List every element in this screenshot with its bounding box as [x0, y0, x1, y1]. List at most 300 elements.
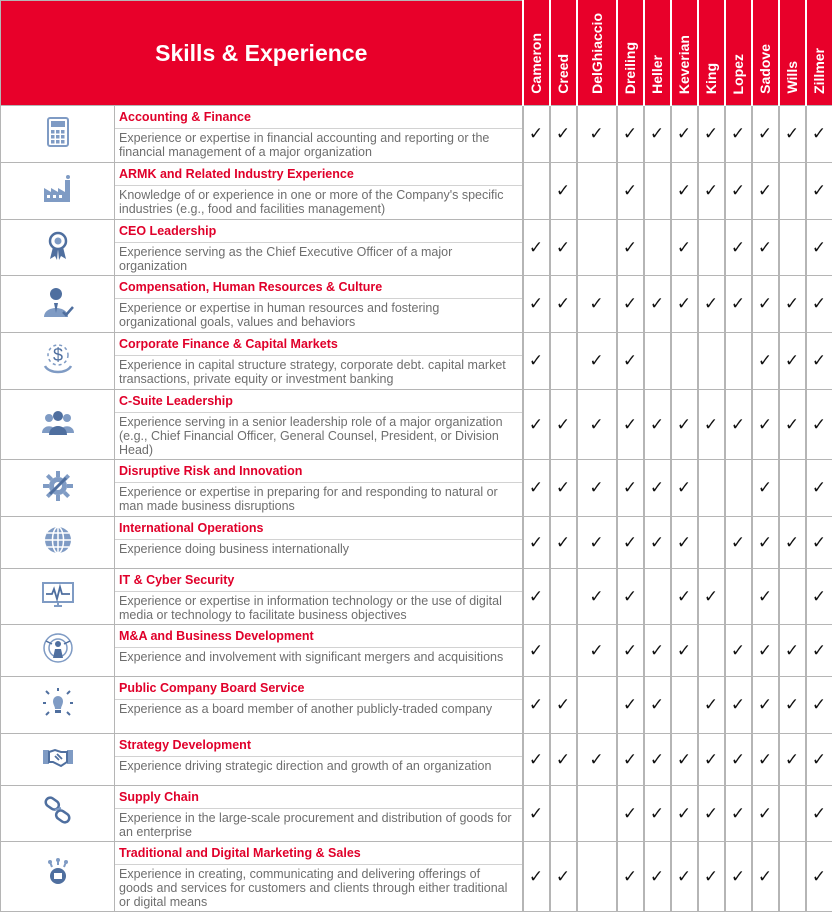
checkmark-icon: ✓ [731, 533, 745, 552]
check-cell-creed [550, 390, 577, 460]
checkmark-icon: ✓ [731, 867, 745, 886]
check-cell-delghiaccio [577, 734, 617, 786]
check-cell-lopez [725, 786, 752, 842]
check-cell-lopez [725, 276, 752, 333]
check-cell-dreiling [617, 390, 644, 460]
checkmark-icon: ✓ [812, 804, 826, 823]
check-cell-zillmer [806, 390, 832, 460]
checkmark-icon: ✓ [677, 750, 691, 769]
check-cell-cameron [523, 276, 550, 333]
check-cell-delghiaccio [577, 220, 617, 276]
director-name: Zillmer [811, 48, 827, 100]
checkmark-icon: ✓ [812, 351, 826, 370]
checkmark-icon: ✓ [785, 351, 799, 370]
check-cell-sadove [752, 276, 779, 333]
check-cell-wills [779, 677, 806, 734]
checkmark-icon: ✓ [556, 478, 570, 497]
director-header-king [698, 1, 725, 106]
checkmark-icon: ✓ [556, 533, 570, 552]
director-header-sadove [752, 1, 779, 106]
check-cell-keverian [671, 220, 698, 276]
check-cell-king [698, 333, 725, 390]
check-cell-heller [644, 390, 671, 460]
checkmark-icon: ✓ [677, 641, 691, 660]
check-cell-creed [550, 677, 577, 734]
check-cell-keverian [671, 106, 698, 163]
skill-description: Experience or expertise in preparing for and responding to natural or man made business disruptions [115, 483, 522, 515]
check-cell-zillmer [806, 460, 832, 517]
monitor-pulse-icon [41, 577, 75, 611]
checkmark-icon: ✓ [812, 641, 826, 660]
checkmark-icon: ✓ [529, 478, 543, 497]
checkmark-icon: ✓ [589, 415, 603, 434]
check-cell-wills [779, 569, 806, 625]
check-cell-heller [644, 625, 671, 677]
check-cell-cameron [523, 517, 550, 569]
check-cell-keverian [671, 569, 698, 625]
director-header-heller [644, 1, 671, 106]
checkmark-icon: ✓ [704, 750, 718, 769]
checkmark-icon: ✓ [650, 750, 664, 769]
check-cell-king [698, 842, 725, 912]
check-cell-delghiaccio [577, 460, 617, 517]
checkmark-icon: ✓ [556, 294, 570, 313]
check-cell-delghiaccio [577, 517, 617, 569]
skill-row [1, 677, 832, 734]
checkmark-icon: ✓ [785, 695, 799, 714]
skill-cell [115, 333, 523, 390]
check-cell-cameron [523, 625, 550, 677]
checkmark-icon: ✓ [623, 750, 637, 769]
skill-title: Compensation, Human Resources & Culture [115, 276, 522, 299]
checkmark-icon: ✓ [677, 867, 691, 886]
check-cell-zillmer [806, 517, 832, 569]
skill-row [1, 786, 832, 842]
check-cell-dreiling [617, 677, 644, 734]
skill-icon-cell [1, 625, 115, 677]
check-cell-heller [644, 677, 671, 734]
check-cell-dreiling [617, 333, 644, 390]
skill-icon-cell [1, 734, 115, 786]
check-cell-dreiling [617, 734, 644, 786]
checkmark-icon: ✓ [704, 415, 718, 434]
check-cell-cameron [523, 842, 550, 912]
people-group-icon [41, 405, 75, 439]
checkmark-icon: ✓ [677, 294, 691, 313]
marketing-chip-icon [41, 857, 75, 891]
check-cell-keverian [671, 276, 698, 333]
skill-cell [115, 786, 523, 842]
check-cell-dreiling [617, 625, 644, 677]
skill-icon-cell [1, 390, 115, 460]
page-title: Skills & Experience [1, 1, 523, 106]
checkmark-icon: ✓ [731, 750, 745, 769]
check-cell-king [698, 734, 725, 786]
check-cell-cameron [523, 786, 550, 842]
check-cell-zillmer [806, 734, 832, 786]
checkmark-icon: ✓ [758, 238, 772, 257]
check-cell-creed [550, 333, 577, 390]
calculator-icon [41, 115, 75, 149]
checkmark-icon: ✓ [812, 478, 826, 497]
chain-link-icon [41, 794, 75, 828]
check-cell-zillmer [806, 677, 832, 734]
lightbulb-network-icon [41, 686, 75, 720]
check-cell-lopez [725, 677, 752, 734]
check-cell-king [698, 786, 725, 842]
skill-row [1, 220, 832, 276]
checkmark-icon: ✓ [758, 804, 772, 823]
skill-description: Experience serving as the Chief Executive Officer of a major organization [115, 243, 522, 275]
checkmark-icon: ✓ [623, 351, 637, 370]
checkmark-icon: ✓ [623, 867, 637, 886]
director-header-cameron [523, 1, 550, 106]
check-cell-wills [779, 625, 806, 677]
skill-cell [115, 625, 523, 677]
skill-icon-cell [1, 517, 115, 569]
skill-description: Experience in creating, communicating and delivering offerings of goods and services for customers and clients through either traditional or digital means [115, 865, 522, 911]
checkmark-icon: ✓ [589, 294, 603, 313]
check-cell-lopez [725, 842, 752, 912]
check-cell-heller [644, 517, 671, 569]
checkmark-icon: ✓ [556, 415, 570, 434]
director-name: Sadove [757, 44, 773, 100]
check-cell-delghiaccio [577, 333, 617, 390]
check-cell-zillmer [806, 842, 832, 912]
checkmark-icon: ✓ [758, 124, 772, 143]
check-cell-king [698, 276, 725, 333]
skill-title: CEO Leadership [115, 220, 522, 243]
skill-icon-cell [1, 569, 115, 625]
checkmark-icon: ✓ [758, 294, 772, 313]
check-cell-king [698, 569, 725, 625]
check-cell-wills [779, 106, 806, 163]
checkmark-icon: ✓ [758, 351, 772, 370]
check-cell-dreiling [617, 106, 644, 163]
check-cell-heller [644, 220, 671, 276]
check-cell-keverian [671, 390, 698, 460]
target-figure-icon [41, 631, 75, 665]
director-header-keverian [671, 1, 698, 106]
check-cell-cameron [523, 333, 550, 390]
check-cell-creed [550, 276, 577, 333]
checkmark-icon: ✓ [731, 804, 745, 823]
checkmark-icon: ✓ [785, 294, 799, 313]
checkmark-icon: ✓ [812, 533, 826, 552]
checkmark-icon: ✓ [677, 804, 691, 823]
checkmark-icon: ✓ [704, 124, 718, 143]
checkmark-icon: ✓ [529, 415, 543, 434]
checkmark-icon: ✓ [556, 867, 570, 886]
checkmark-icon: ✓ [677, 181, 691, 200]
person-check-icon [41, 285, 75, 319]
checkmark-icon: ✓ [731, 238, 745, 257]
skill-description: Experience doing business internationally [115, 540, 522, 558]
checkmark-icon: ✓ [677, 124, 691, 143]
factory-icon [41, 172, 75, 206]
director-name: Wills [784, 61, 800, 100]
skill-title: Strategy Development [115, 734, 522, 757]
check-cell-lopez [725, 106, 752, 163]
check-cell-wills [779, 460, 806, 517]
checkmark-icon: ✓ [589, 587, 603, 606]
checkmark-icon: ✓ [812, 238, 826, 257]
checkmark-icon: ✓ [529, 351, 543, 370]
check-cell-delghiaccio [577, 569, 617, 625]
checkmark-icon: ✓ [650, 124, 664, 143]
skill-icon-cell [1, 842, 115, 912]
header-row [1, 1, 832, 106]
check-cell-keverian [671, 517, 698, 569]
check-cell-zillmer [806, 625, 832, 677]
check-cell-sadove [752, 517, 779, 569]
skill-description: Experience or expertise in human resources and fostering organizational goals, values and behaviors [115, 299, 522, 331]
check-cell-keverian [671, 333, 698, 390]
checkmark-icon: ✓ [650, 804, 664, 823]
checkmark-icon: ✓ [704, 867, 718, 886]
check-cell-creed [550, 460, 577, 517]
checkmark-icon: ✓ [785, 641, 799, 660]
skill-icon-cell [1, 786, 115, 842]
check-cell-dreiling [617, 276, 644, 333]
check-cell-creed [550, 569, 577, 625]
checkmark-icon: ✓ [731, 124, 745, 143]
check-cell-creed [550, 842, 577, 912]
checkmark-icon: ✓ [589, 533, 603, 552]
checkmark-icon: ✓ [589, 124, 603, 143]
checkmark-icon: ✓ [812, 124, 826, 143]
director-name: Creed [555, 54, 571, 100]
checkmark-icon: ✓ [529, 641, 543, 660]
check-cell-dreiling [617, 517, 644, 569]
check-cell-cameron [523, 390, 550, 460]
svg-text:$: $ [52, 345, 62, 365]
check-cell-heller [644, 842, 671, 912]
check-cell-delghiaccio [577, 276, 617, 333]
skill-title: Public Company Board Service [115, 677, 522, 700]
check-cell-sadove [752, 163, 779, 220]
skill-title: Corporate Finance & Capital Markets [115, 333, 522, 356]
check-cell-lopez [725, 390, 752, 460]
checkmark-icon: ✓ [589, 641, 603, 660]
check-cell-lopez [725, 220, 752, 276]
check-cell-wills [779, 220, 806, 276]
skill-description: Experience and involvement with significant mergers and acquisitions [115, 648, 522, 666]
checkmark-icon: ✓ [731, 695, 745, 714]
checkmark-icon: ✓ [556, 181, 570, 200]
handshake-icon [41, 740, 75, 774]
check-cell-heller [644, 163, 671, 220]
director-name: King [703, 63, 719, 100]
skill-cell [115, 276, 523, 333]
director-header-creed [550, 1, 577, 106]
skill-title: Accounting & Finance [115, 106, 522, 129]
skill-cell [115, 734, 523, 786]
check-cell-heller [644, 734, 671, 786]
checkmark-icon: ✓ [589, 351, 603, 370]
skill-title: M&A and Business Development [115, 625, 522, 648]
check-cell-wills [779, 842, 806, 912]
check-cell-zillmer [806, 106, 832, 163]
skill-cell [115, 220, 523, 276]
globe-icon [41, 523, 75, 557]
director-header-lopez [725, 1, 752, 106]
skill-icon-cell [1, 677, 115, 734]
check-cell-zillmer [806, 276, 832, 333]
check-cell-cameron [523, 569, 550, 625]
check-cell-sadove [752, 677, 779, 734]
checkmark-icon: ✓ [623, 238, 637, 257]
checkmark-icon: ✓ [677, 415, 691, 434]
checkmark-icon: ✓ [785, 124, 799, 143]
skill-title: Supply Chain [115, 786, 522, 809]
checkmark-icon: ✓ [677, 478, 691, 497]
gear-tools-icon [41, 469, 75, 503]
check-cell-king [698, 517, 725, 569]
checkmark-icon: ✓ [758, 533, 772, 552]
check-cell-dreiling [617, 220, 644, 276]
check-cell-sadove [752, 390, 779, 460]
check-cell-heller [644, 786, 671, 842]
check-cell-cameron [523, 734, 550, 786]
check-cell-cameron [523, 106, 550, 163]
check-cell-king [698, 106, 725, 163]
skill-icon-cell [1, 106, 115, 163]
check-cell-sadove [752, 220, 779, 276]
checkmark-icon: ✓ [812, 750, 826, 769]
checkmark-icon: ✓ [812, 294, 826, 313]
check-cell-heller [644, 106, 671, 163]
skill-icon-cell [1, 333, 115, 390]
skill-cell [115, 677, 523, 734]
skill-title: International Operations [115, 517, 522, 540]
check-cell-lopez [725, 517, 752, 569]
skill-cell [115, 842, 523, 912]
check-cell-sadove [752, 625, 779, 677]
checkmark-icon: ✓ [758, 867, 772, 886]
checkmark-icon: ✓ [812, 415, 826, 434]
skill-row [1, 333, 832, 390]
check-cell-creed [550, 106, 577, 163]
check-cell-delghiaccio [577, 163, 617, 220]
checkmark-icon: ✓ [704, 181, 718, 200]
check-cell-zillmer [806, 163, 832, 220]
check-cell-delghiaccio [577, 390, 617, 460]
skill-title: ARMK and Related Industry Experience [115, 163, 522, 186]
checkmark-icon: ✓ [785, 750, 799, 769]
checkmark-icon: ✓ [556, 750, 570, 769]
skill-description: Experience in the large-scale procurement and distribution of goods for an enterprise [115, 809, 522, 841]
check-cell-heller [644, 276, 671, 333]
check-cell-creed [550, 786, 577, 842]
checkmark-icon: ✓ [812, 181, 826, 200]
skill-row [1, 390, 832, 460]
skill-cell [115, 106, 523, 163]
skill-icon-cell [1, 220, 115, 276]
check-cell-keverian [671, 677, 698, 734]
checkmark-icon: ✓ [529, 124, 543, 143]
check-cell-lopez [725, 734, 752, 786]
checkmark-icon: ✓ [623, 533, 637, 552]
checkmark-icon: ✓ [556, 695, 570, 714]
check-cell-keverian [671, 460, 698, 517]
check-cell-heller [644, 460, 671, 517]
director-header-delghiaccio [577, 1, 617, 106]
check-cell-king [698, 390, 725, 460]
checkmark-icon: ✓ [758, 587, 772, 606]
checkmark-icon: ✓ [529, 867, 543, 886]
skill-row [1, 734, 832, 786]
check-cell-delghiaccio [577, 106, 617, 163]
check-cell-wills [779, 333, 806, 390]
check-cell-keverian [671, 163, 698, 220]
check-cell-creed [550, 220, 577, 276]
checkmark-icon: ✓ [529, 238, 543, 257]
checkmark-icon: ✓ [589, 750, 603, 769]
checkmark-icon: ✓ [758, 695, 772, 714]
check-cell-sadove [752, 333, 779, 390]
checkmark-icon: ✓ [529, 695, 543, 714]
check-cell-lopez [725, 163, 752, 220]
checkmark-icon: ✓ [529, 294, 543, 313]
check-cell-creed [550, 734, 577, 786]
director-name: Dreiling [622, 42, 638, 100]
check-cell-keverian [671, 734, 698, 786]
skill-row [1, 276, 832, 333]
check-cell-cameron [523, 677, 550, 734]
checkmark-icon: ✓ [650, 533, 664, 552]
checkmark-icon: ✓ [758, 750, 772, 769]
skill-title: Disruptive Risk and Innovation [115, 460, 522, 483]
checkmark-icon: ✓ [812, 587, 826, 606]
check-cell-king [698, 220, 725, 276]
checkmark-icon: ✓ [677, 533, 691, 552]
checkmark-icon: ✓ [704, 294, 718, 313]
check-cell-zillmer [806, 220, 832, 276]
check-cell-zillmer [806, 569, 832, 625]
check-cell-king [698, 460, 725, 517]
check-cell-creed [550, 517, 577, 569]
checkmark-icon: ✓ [812, 867, 826, 886]
checkmark-icon: ✓ [704, 587, 718, 606]
check-cell-sadove [752, 786, 779, 842]
check-cell-lopez [725, 569, 752, 625]
checkmark-icon: ✓ [785, 415, 799, 434]
skill-title: Traditional and Digital Marketing & Sales [115, 842, 522, 865]
skill-cell [115, 390, 523, 460]
skill-description: Experience driving strategic direction and growth of an organization [115, 757, 522, 775]
checkmark-icon: ✓ [650, 867, 664, 886]
dollar-hand-icon [41, 342, 75, 376]
checkmark-icon: ✓ [623, 587, 637, 606]
check-cell-wills [779, 517, 806, 569]
skill-cell [115, 569, 523, 625]
checkmark-icon: ✓ [677, 587, 691, 606]
check-cell-delghiaccio [577, 625, 617, 677]
director-name: Heller [649, 55, 665, 100]
checkmark-icon: ✓ [556, 238, 570, 257]
check-cell-cameron [523, 220, 550, 276]
check-cell-lopez [725, 625, 752, 677]
skill-icon-cell [1, 276, 115, 333]
check-cell-delghiaccio [577, 842, 617, 912]
check-cell-king [698, 163, 725, 220]
check-cell-dreiling [617, 163, 644, 220]
checkmark-icon: ✓ [785, 533, 799, 552]
checkmark-icon: ✓ [529, 804, 543, 823]
check-cell-lopez [725, 333, 752, 390]
checkmark-icon: ✓ [623, 415, 637, 434]
